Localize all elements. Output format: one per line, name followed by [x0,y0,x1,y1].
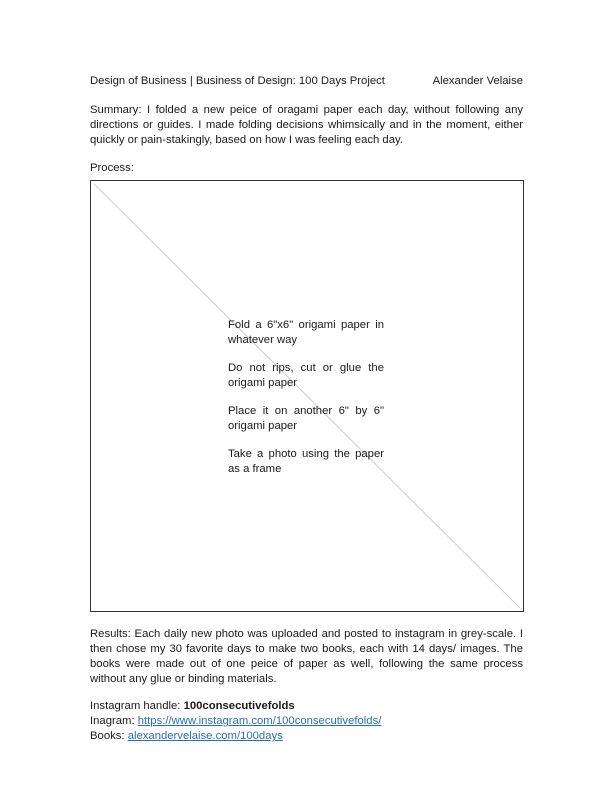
instagram-handle-label: Instagram handle: [90,700,184,712]
document-title: Design of Business | Business of Design: 100 Days Project [90,75,385,87]
process-step: Take a photo using the paper as a frame [228,448,384,475]
process-steps [228,318,384,490]
process-step: Fold a 6"x6" origami paper in whatever way [228,319,384,346]
books-line [90,729,523,744]
process-label: Process: [90,162,134,174]
instagram-label: Inagram: [90,715,138,727]
instagram-line [90,714,523,729]
instagram-link[interactable]: https://www.instagram.com/100consecutivefolds/ [137,715,382,727]
books-link[interactable]: alexandervelaise.com/100days [127,730,283,742]
books-label: Books: [90,730,128,742]
summary-paragraph: Summary: I folded a new peice of oragami paper each day, without following any directions or guides. I made folding decisions whimsically and in the moment, either quickly or pain-stakingly, based on how I was feeling each day. [90,104,523,146]
author-name: Alexander Velaise [432,75,523,87]
instagram-handle-line [90,699,523,714]
instagram-handle: 100consecutivefolds [183,700,295,712]
process-step: Place it on another 6" by 6" origami paper [228,405,384,432]
process-step: Do not rips, cut or glue the origami paper [228,362,384,389]
results-paragraph: Results: Each daily new photo was uploaded and posted to instagram in grey-scale. I then chose my 30 favorite days to make two books, each with 14 days/ images. The books were made out of one peice of paper as well, following the same process without any glue or binding materials. [90,628,523,685]
links-section [90,699,523,744]
page-header [90,74,523,89]
